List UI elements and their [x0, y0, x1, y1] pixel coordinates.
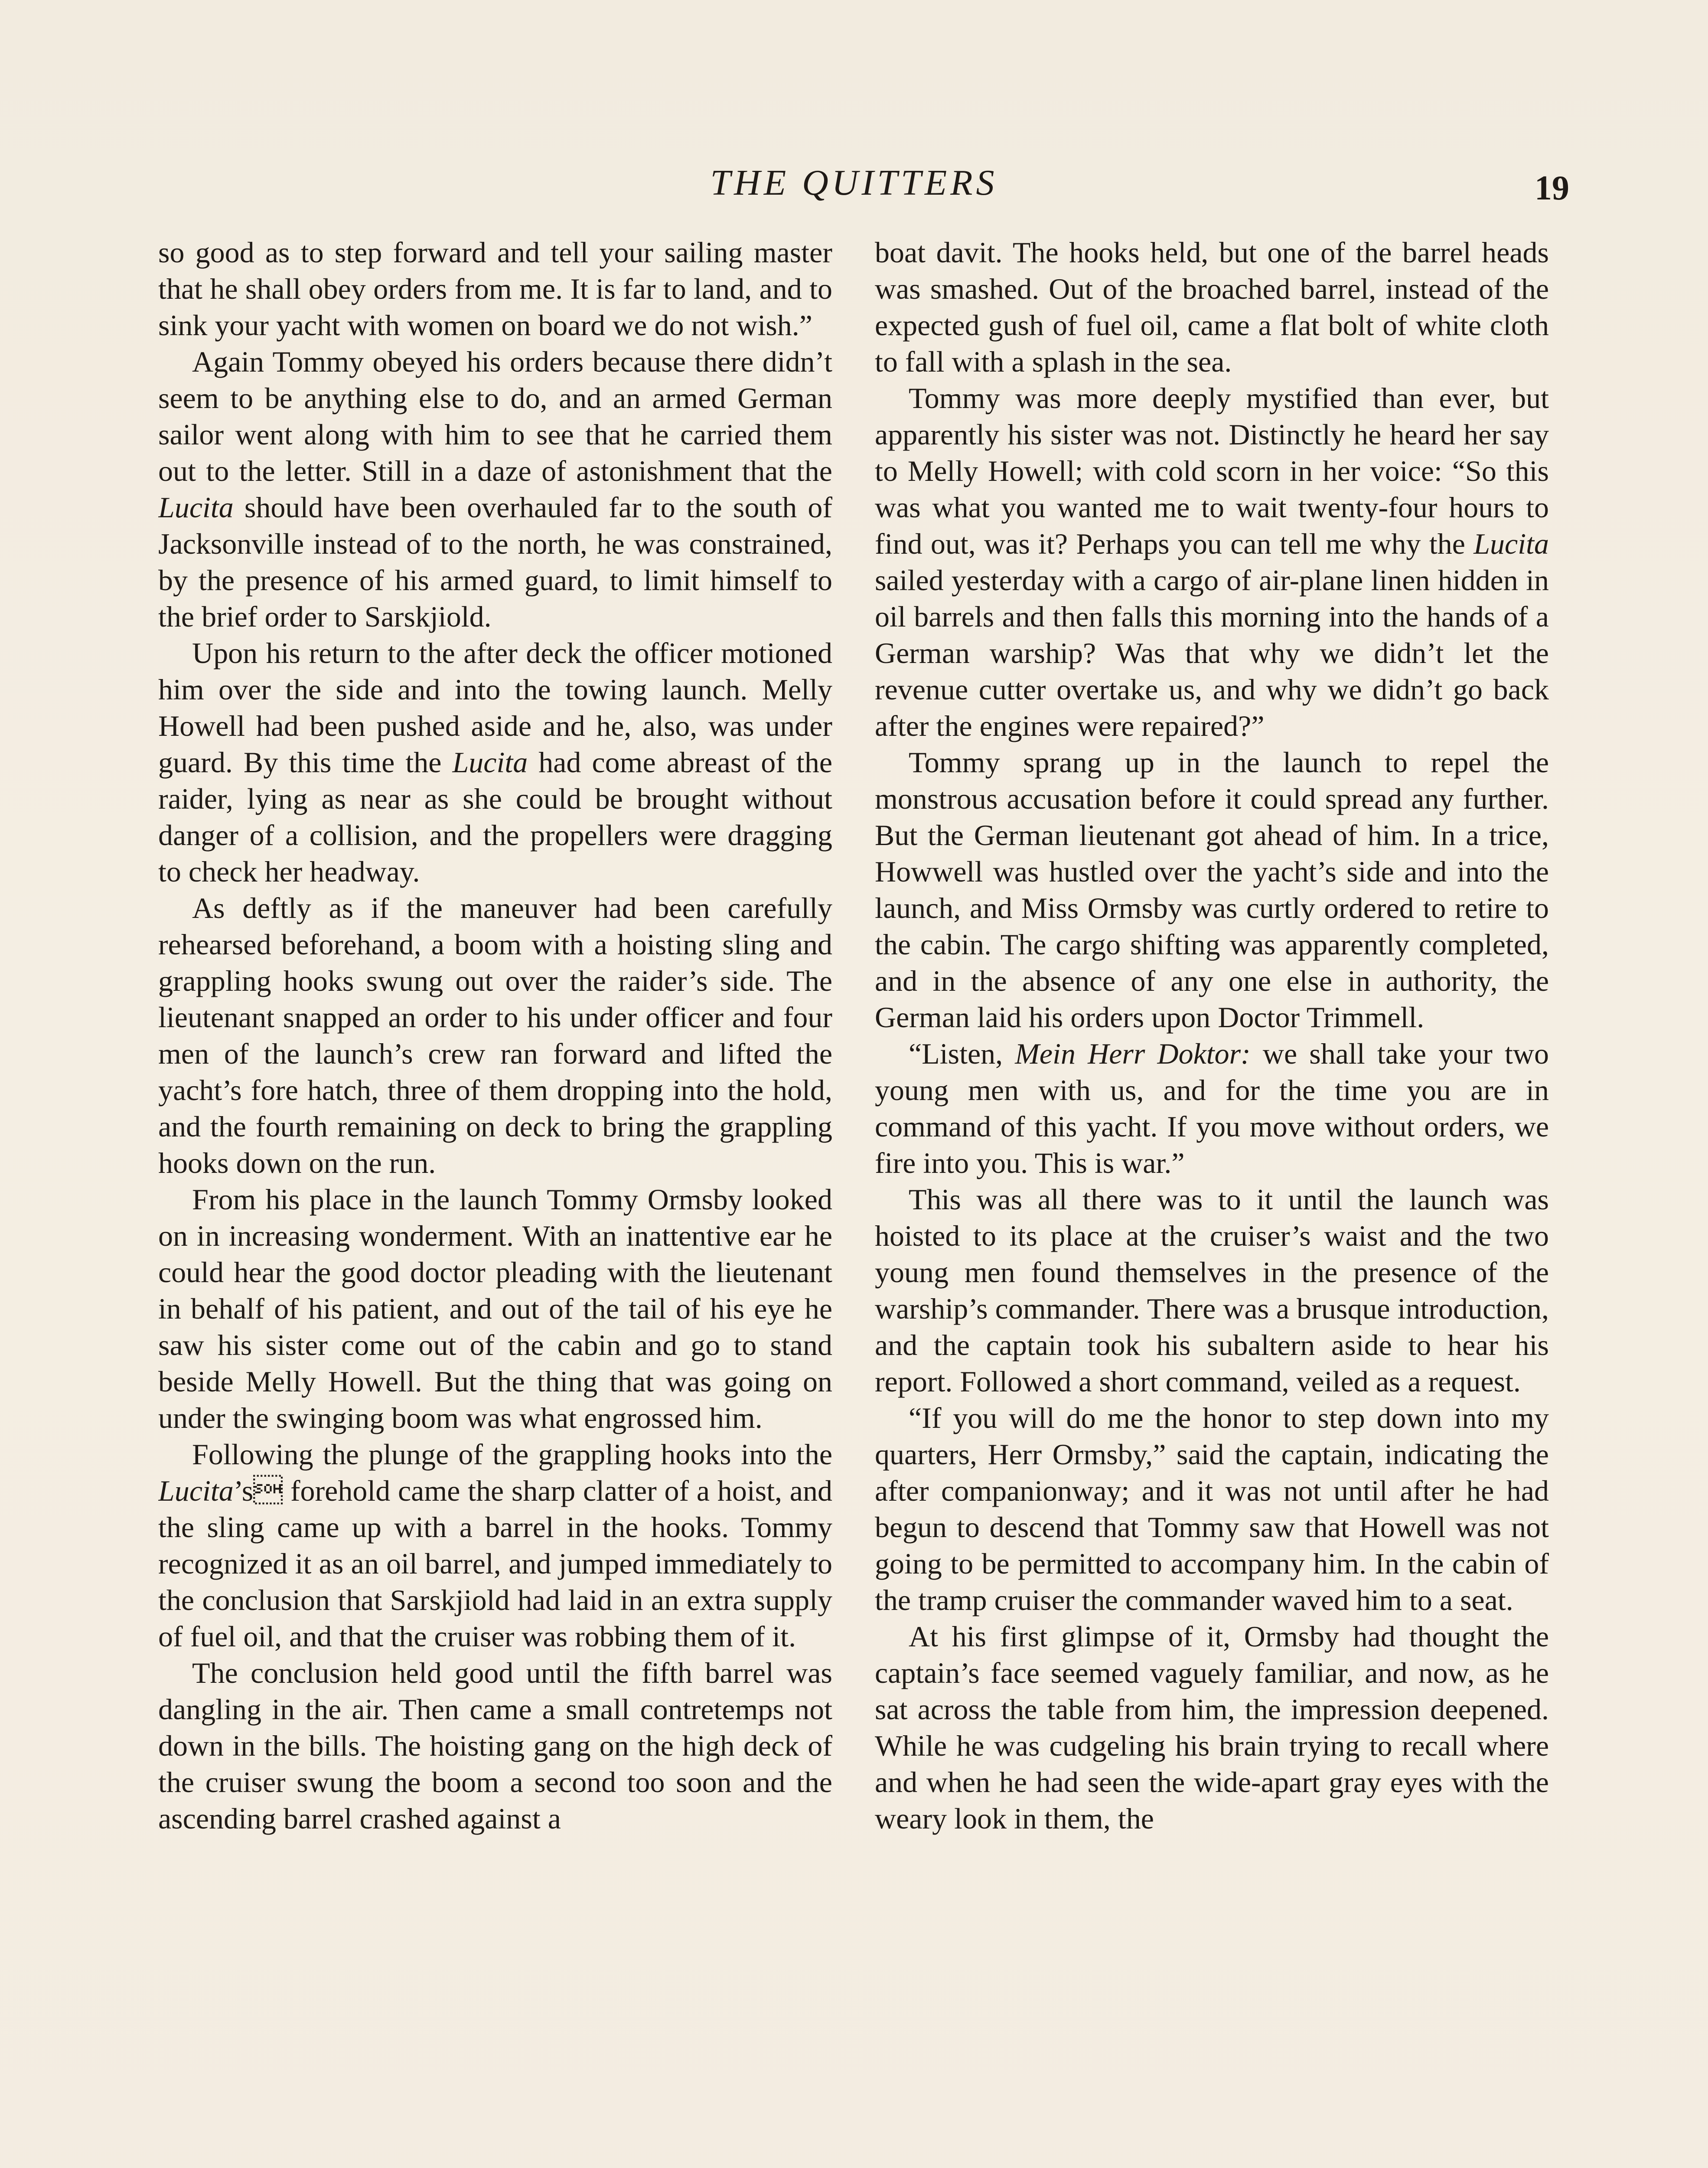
paragraph: so good as to step forward and tell your sailing master that he shall obey orders from me. It is far to land, and to sink your yacht with women on board we do not wish.” — [158, 236, 832, 342]
paragraph: Upon his return to the after deck the officer motioned him over the side and into the towing launch. Melly Howell had been pushed aside and he, also, was under guard. By this time the Lucita had come abreast of the raider, lying as near as she could be brought without danger of a collision, and the propellers were dragging to check her headway. — [158, 637, 832, 888]
paragraph: Following the plunge of the grappling hooks into the Lucita’s forehold came the sharp clatter of a hoist, and the sling came up with a barrel in the hooks. Tommy recognized it as an oil barrel, and jumped immediately to the conclusion that Sarskjiold had laid in an extra supply of fuel oil, and that the cruiser was robbing them of it. — [158, 1438, 832, 1653]
paragraph: As deftly as if the maneuver had been carefully rehearsed beforehand, a boom with a hoisting sling and grappling hooks swung out over the raider’s side. The lieutenant snapped an order to his under officer and four men of the launch’s crew ran forward and lifted the yacht’s fore hatch, three of them dropping into the hold, and the fourth remaining on deck to bring the grappling hooks down on the run. — [158, 891, 832, 1179]
paragraph: boat davit. The hooks held, but one of the barrel heads was smashed. Out of the broached barrel, instead of the expected gush of fuel oil, came a flat bolt of white cloth to fall with a splash in the sea. — [875, 236, 1549, 378]
paragraph: At his first glimpse of it, Ormsby had thought the captain’s face seemed vaguely familiar, and now, as he sat across the table from him, the impression deepened. While he was cudgeling his brain trying to recall where and when he had seen the wide-apart gray eyes with the weary look in them, the — [875, 1620, 1549, 1835]
paragraph: This was all there was to it until the launch was hoisted to its place at the cruiser’s waist and the two young men found themselves in the presence of the warship’s commander. There was a brusque introduction, and the captain took his subaltern aside to hear his report. Followed a short command, veiled as a request. — [875, 1183, 1549, 1398]
left-column — [158, 234, 832, 2168]
paragraph: Again Tommy obeyed his orders because there didn’t seem to be anything else to do, and an armed German sailor went along with him to see that he carried them out to the letter. Still in a daze of astonishment that the Lucita should have been overhauled far to the south of Jacksonville instead of to the north, he was constrained, by the presence of his armed guard, to limit himself to the brief order to Sarskjiold. — [158, 345, 832, 633]
page-number: 19 — [1535, 169, 1569, 207]
paragraph: “Listen, Mein Herr Doktor: we shall take your two young men with us, and for the time you are in command of this yacht. If you move without orders, we fire into you. This is war.” — [875, 1037, 1549, 1179]
paragraph: “If you will do me the honor to step down into my quarters, Herr Ormsby,” said the captain, indicating the after companionway; and it was not until after he had begun to descend that Tommy saw that Howell was not going to be permitted to accompany him. In the cabin of the tramp cruiser the commander waved him to a seat. — [875, 1401, 1549, 1616]
paragraph: Tommy sprang up in the launch to repel the monstrous accusation before it could spread any further. But the German lieutenant got ahead of him. In a trice, Howwell was hustled over the yacht’s side and into the launch, and Miss Ormsby was curtly ordered to retire to the cabin. The cargo shifting was apparently completed, and in the absence of any one else in authority, the German laid his orders upon Doctor Trimmell. — [875, 746, 1549, 1034]
paragraph: The conclusion held good until the fifth barrel was dangling in the air. Then came a small contretemps not down in the bills. The hoisting gang on the high deck of the cruiser swung the boom a second too soon and the ascending barrel crashed against a — [158, 1656, 832, 1835]
right-column — [875, 234, 1549, 2168]
paragraph: From his place in the launch Tommy Ormsby looked on in increasing wonderment. With an inattentive ear he could hear the good doctor pleading with the lieutenant in behalf of his patient, and out of the tail of his eye he saw his sister come out of the cabin and go to stand beside Melly Howell. But the thing that was going on under the swinging boom was what engrossed him. — [158, 1183, 832, 1434]
running-title: THE QUITTERS — [710, 163, 998, 203]
page-header — [0, 157, 1708, 209]
paragraph: Tommy was more deeply mystified than ever, but apparently his sister was not. Distinctly he heard her say to Melly Howell; with cold scorn in her voice: “So this was what you wanted me to wait twenty-four hours to find out, was it? Perhaps you can tell me why the Lucita sailed yesterday with a cargo of air-plane linen hidden in oil barrels and then falls this morning into the hands of a German warship? Was that why we didn’t let the revenue cutter overtake us, and why we didn’t go back after the engines were repaired?” — [875, 382, 1549, 742]
